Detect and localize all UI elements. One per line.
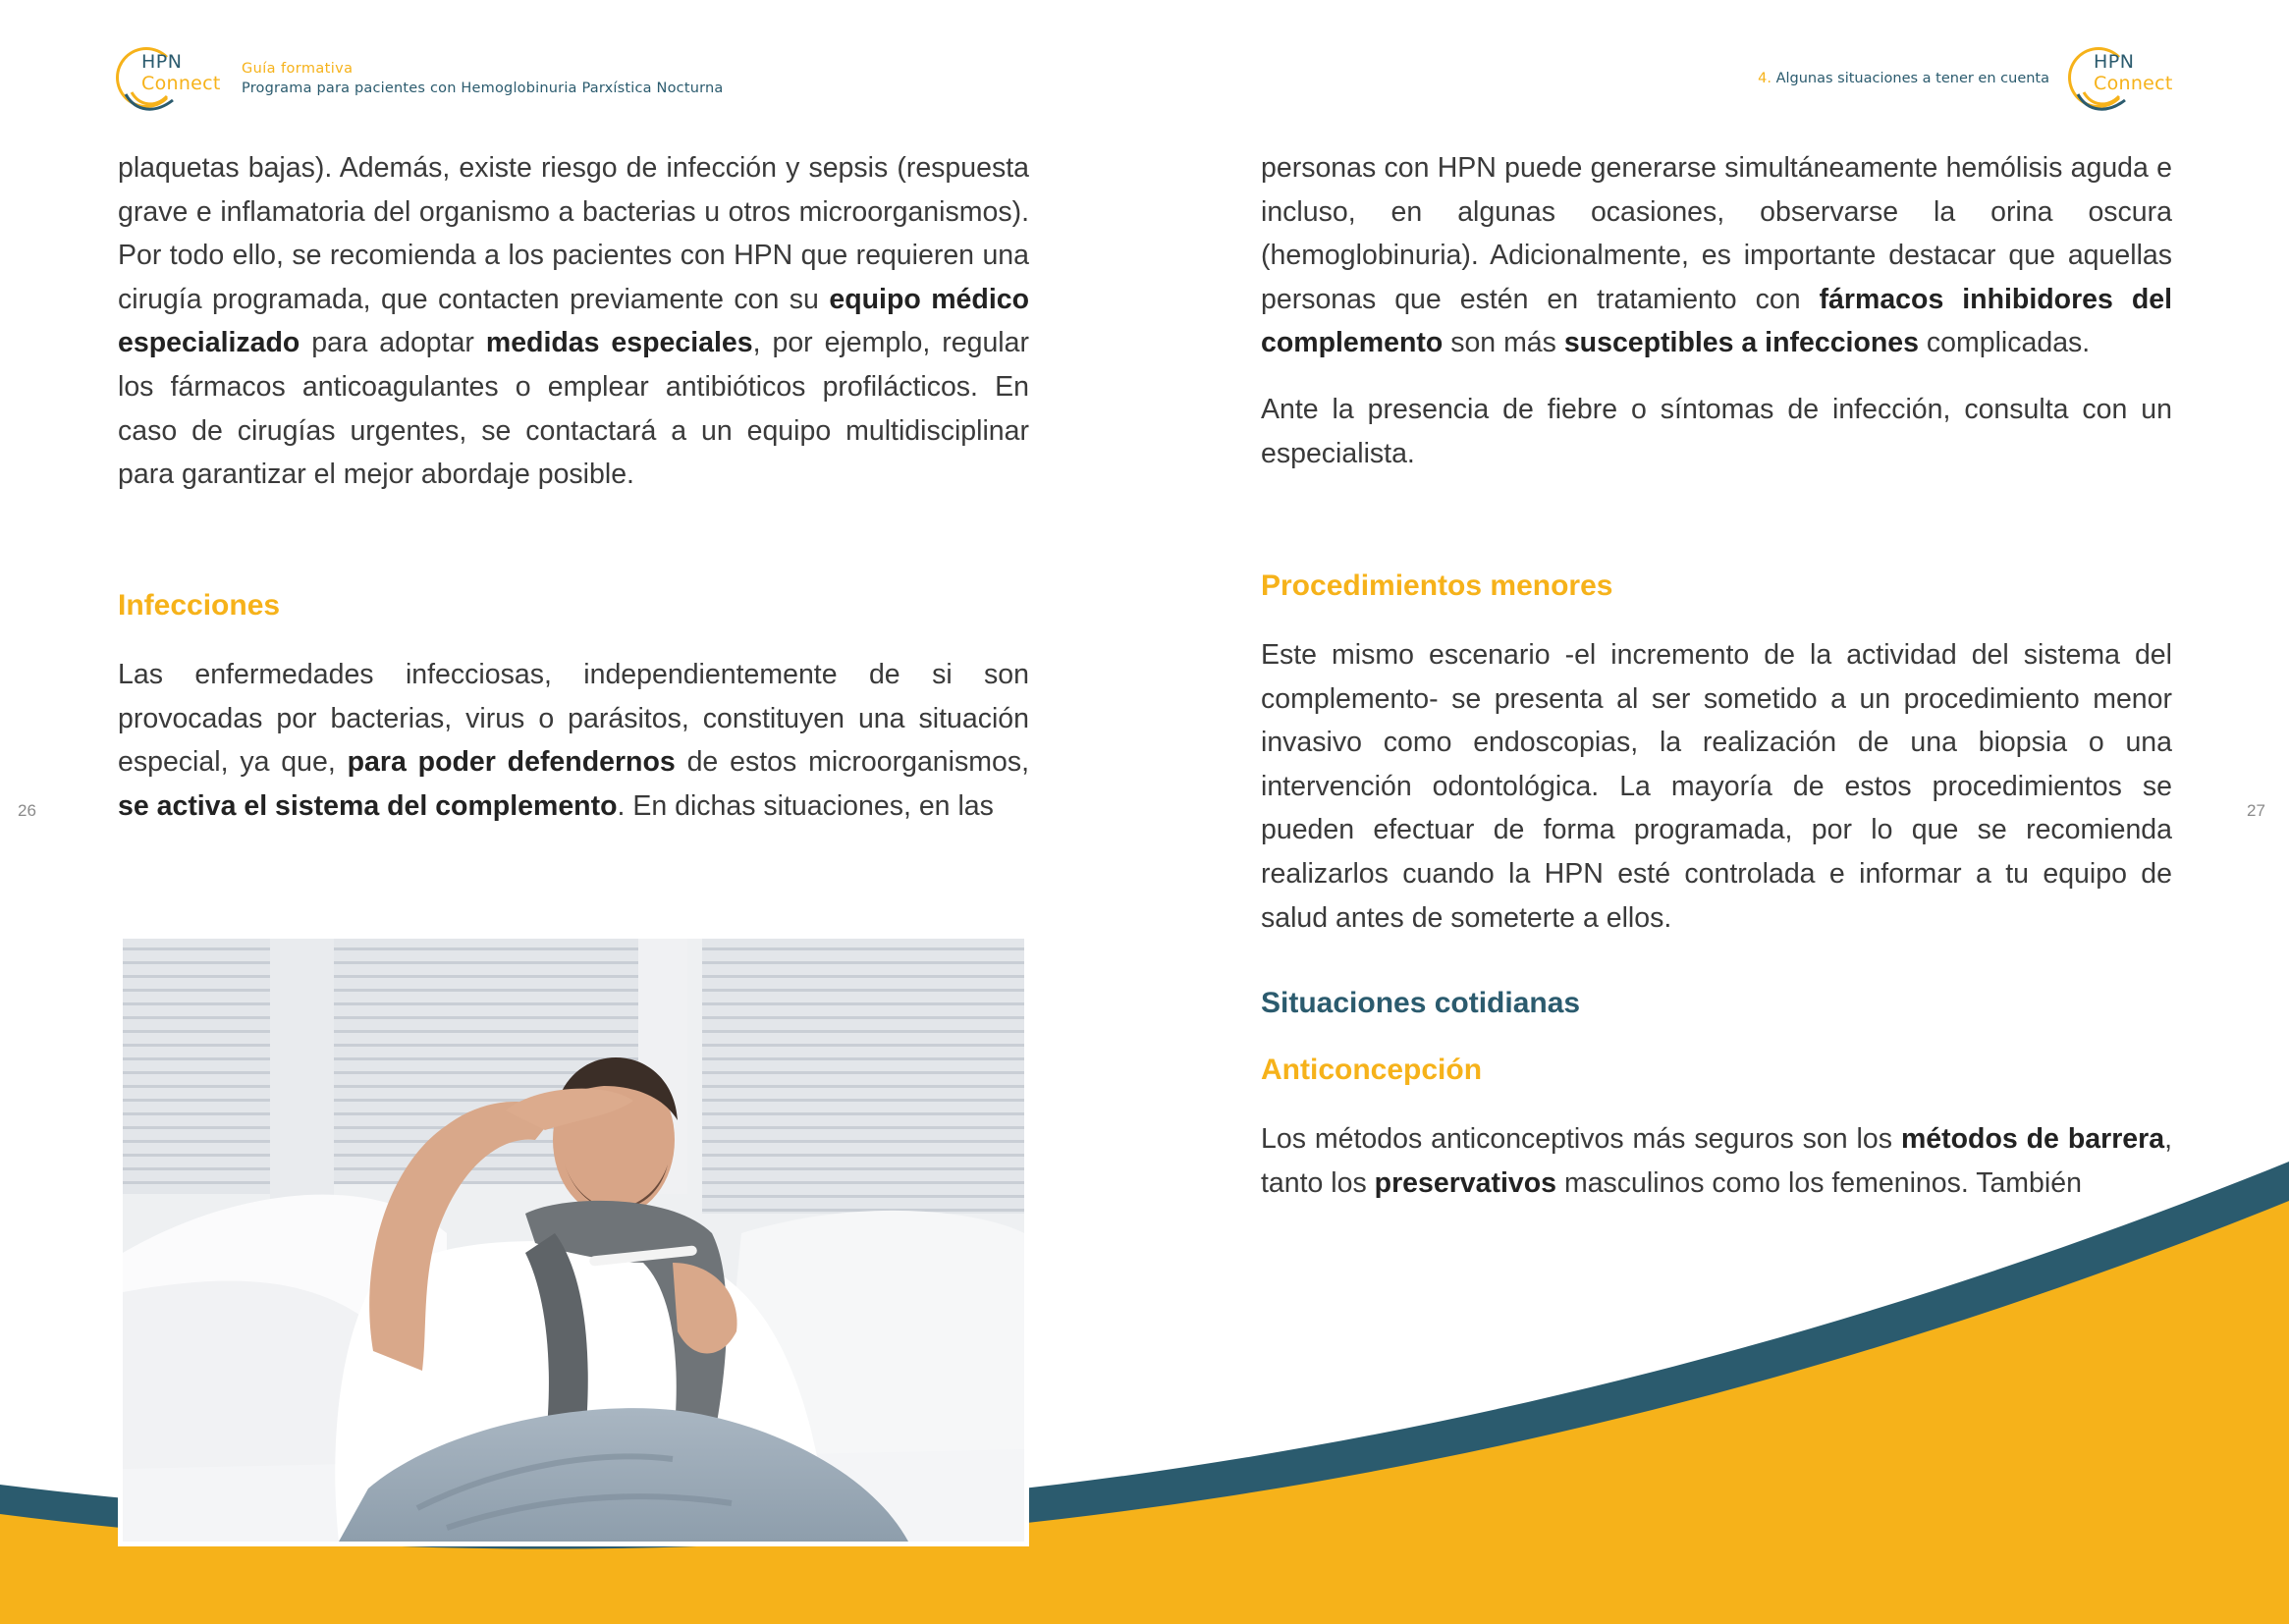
bold-farmacos-inhibidores: fármacos inhibidores del complemento: [1261, 283, 2173, 359]
left-paragraph-2: Las enfermedades infecciosas, independientemente de si son provocadas por bacterias, virus o parásitos, constituyen una situación especial, ya que, para poder defendernos de estos microorganismos, se activa el sistema del complemento. En dichas situaciones, en las: [118, 659, 1029, 822]
bold-medidas-especiales: medidas especiales: [485, 327, 753, 359]
logo-text-hpn: HPN: [141, 51, 183, 73]
logo-text-connect: Connect: [2094, 73, 2173, 94]
page-number-left: 26: [18, 801, 36, 820]
bold-equipo-medico: equipo médico especializado: [118, 283, 1029, 359]
section-number: 4.: [1758, 71, 1771, 86]
left-paragraph-1: plaquetas bajas). Además, existe riesgo de infección y sepsis (respuesta grave e inflamatoria del organismo a bacterias u otros microorganismos). Por todo ello, se recomienda a los pacientes con HPN que requieren una cirugía programada, que contacten previamente con su equipo médico especializado para adoptar medidas especiales, por ejemplo, regular los fármacos anticoagulantes o emplear antibióticos profilácticos. En caso de cirugías urgentes, se contactará a un equipo multidisciplinar para garantizar el mejor abordaje posible.: [118, 152, 1029, 491]
right-paragraph-2: Ante la presencia de fiebre o síntomas de infección, consulta con un especialista.: [1261, 394, 2172, 469]
sick-man-with-thermometer-photo: [123, 939, 1024, 1542]
section-breadcrumb: [1758, 71, 2049, 86]
heading-situaciones-cotidianas: Situaciones cotidianas: [1261, 987, 1581, 1019]
photo-sick-man: [118, 934, 1029, 1546]
section-title: Algunas situaciones a tener en cuenta: [1775, 71, 2049, 86]
heading-anticoncepcion: Anticoncepción: [1261, 1054, 1483, 1086]
right-paragraph-3: Este mismo escenario -el incremento de la actividad del sistema del complemento- se presenta al ser sometido a un procedimiento menor invasivo como endoscopias, la realización de una biopsia o una intervención odontológica. La mayoría de estos procedimientos se pueden efectuar de forma programada, por lo que se recomienda realizarlos cuando la HPN esté controlada e informar a tu equipo de salud antes de someterte a ellos.: [1261, 639, 2172, 934]
hpn-connect-logo-left: [116, 43, 234, 122]
bold-sistema-complemento: se activa el sistema del complemento: [118, 789, 618, 822]
guide-subtitle: Programa para pacientes con Hemoglobinuria Parxística Nocturna: [242, 81, 724, 96]
heading-procedimientos-menores: Procedimientos menores: [1261, 569, 1613, 602]
bold-metodos-barrera: métodos de barrera: [1900, 1123, 2165, 1155]
guide-title: Guía formativa: [242, 61, 354, 77]
heading-infecciones: Infecciones: [118, 589, 281, 622]
right-paragraph-4: Los métodos anticonceptivos más seguros son los métodos de barrera, tanto los preservativos masculinos como los femeninos. También: [1261, 1123, 2172, 1199]
logo-text-connect: Connect: [141, 73, 221, 94]
logo-text-hpn: HPN: [2094, 51, 2135, 73]
page-number-right: 27: [2247, 801, 2265, 820]
bold-preservativos: preservativos: [1374, 1166, 1557, 1199]
right-paragraph-1: personas con HPN puede generarse simultáneamente hemólisis aguda e incluso, en algunas ocasiones, observarse la orina oscura (hemoglobinuria). Adicionalmente, es importante destacar que aquellas personas que estén en tratamiento con fármacos inhibidores del complemento son más susceptibles a infecciones complicadas.: [1261, 152, 2173, 359]
hpn-connect-logo-right: [2068, 43, 2186, 122]
bold-susceptibles-infecciones: susceptibles a infecciones: [1563, 327, 1919, 359]
bold-para-poder-defendernos: para poder defendernos: [347, 746, 676, 779]
